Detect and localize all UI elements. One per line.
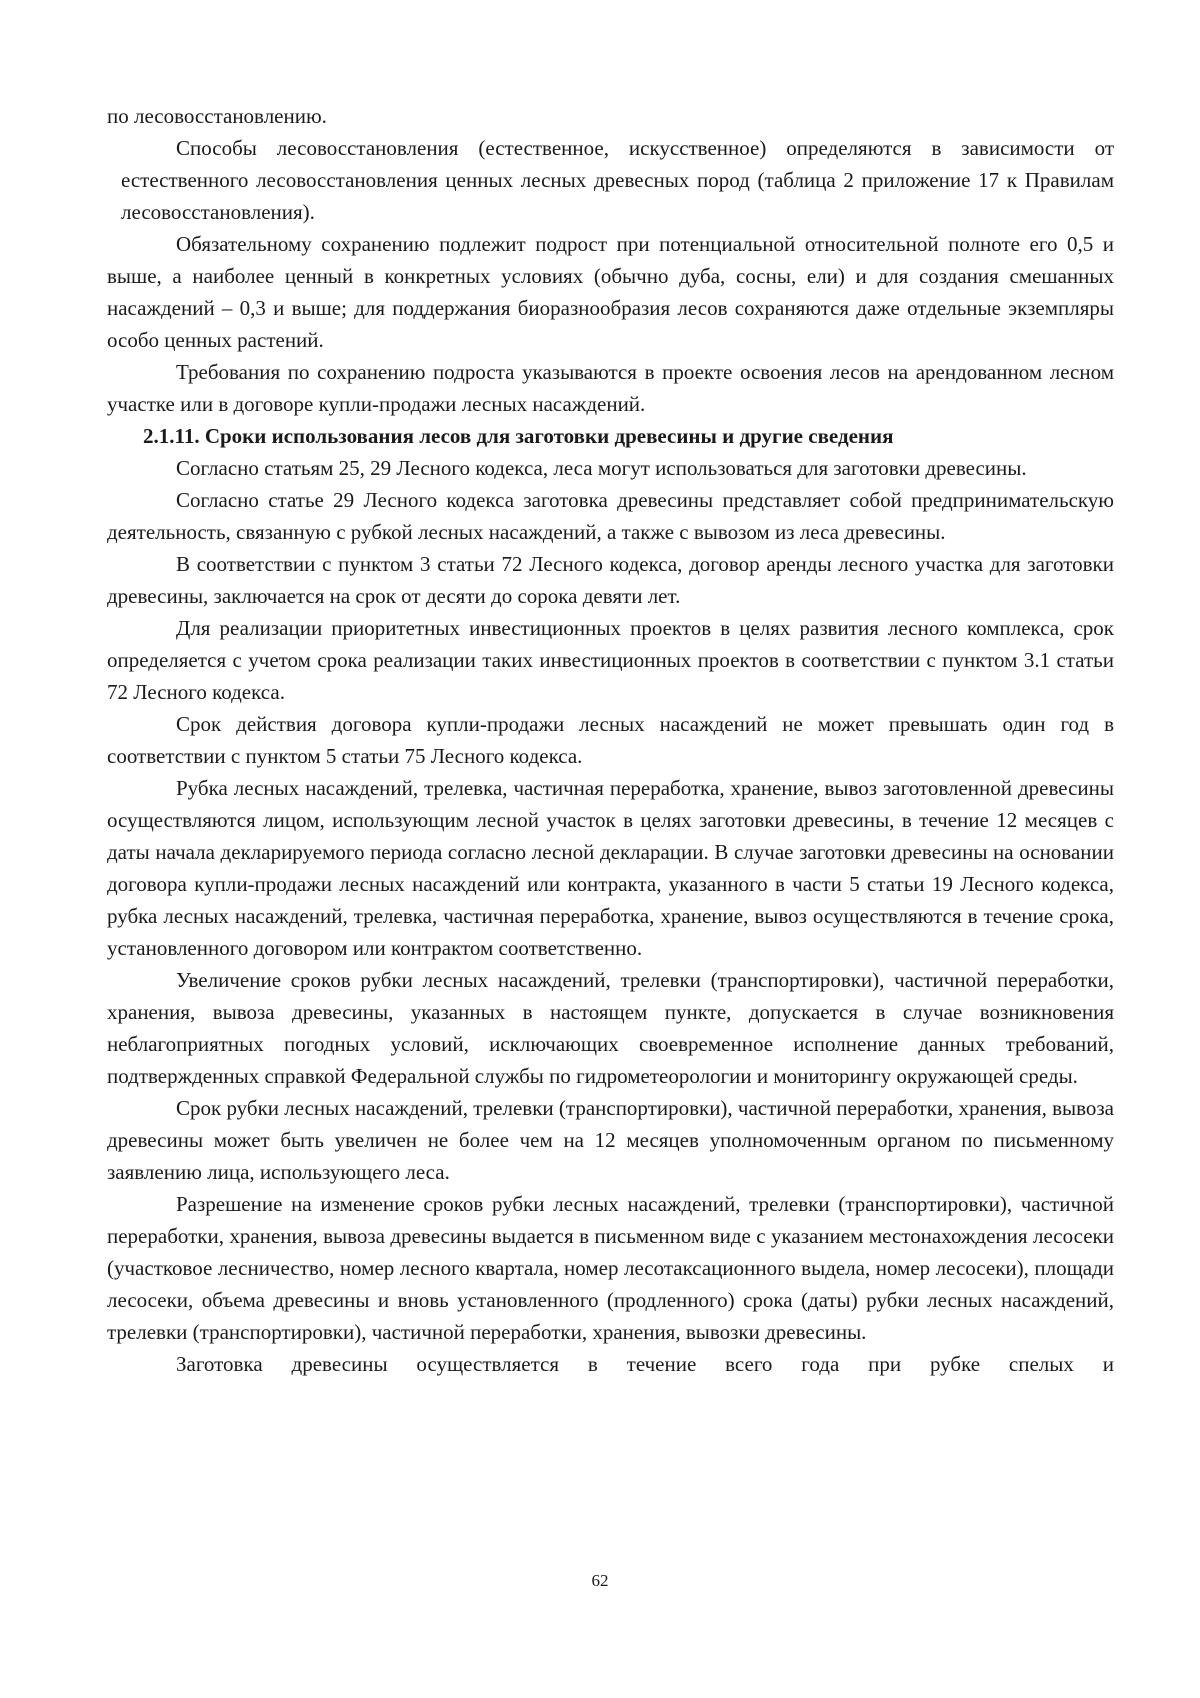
paragraph-term-extension-weather: Увеличение сроков рубки лесных насаждений, трелевки (транспортировки), частичной переработки, хранения, вывоза древесины, указанных в настоящем пункте, допускается в случае возникновения неблагоприятных погодных условий, исключающих своевременное исполнение данных требований, подтвержденных справкой Федеральной службы по гидрометеорологии и мониторингу окружающей среды. [107,968,1114,1088]
paragraph-harvesting-year-round: Заготовка древесины осуществляется в течение всего года при рубке спелых и [176,1352,1114,1376]
paragraph-permission: Разрешение на изменение сроков рубки лесных насаждений, трелевки (транспортировки), частичной переработки, хранения, вывоза древесины выдается в письменном виде с указанием местонахождения лесосеки (участковое лесничество, номер лесного квартала, номер лесотаксационного выдела, номер лесосеки), площади лесосеки, объема древесины и вновь установленного (продленного) срока (даты) рубки лесных насаждений, трелевки (транспортировки), частичной переработки, хранения, вывозки древесины. [107,1192,1114,1344]
paragraph-felling-period: Рубка лесных насаждений, трелевка, частичная переработка, хранение, вывоз заготовленной древесины осуществляются лицом, использующим лесной участок в целях заготовки древесины, в течение 12 месяцев с даты начала декларируемого периода согласно лесной декларации. В случае заготовки древесины на основании договора купли-продажи лесных насаждений или контракта, указанного в части 5 статьи 19 Лесного кодекса, рубка лесных насаждений, трелевка, частичная переработка, хранение, вывоз осуществляются в течение срока, установленного договором или контрактом соответственно. [107,776,1114,960]
paragraph-article-29: Согласно статье 29 Лесного кодекса заготовка древесины представляет собой предпринимательскую деятельность, связанную с рубкой лесных насаждений, а также с вывозом из леса древесины. [107,488,1114,544]
paragraph-lease-term: В соответствии с пунктом 3 статьи 72 Лесного кодекса, договор аренды лесного участка для заготовки древесины, заключается на срок от десяти до сорока девяти лет. [107,552,1114,608]
paragraph-reforestation-methods: Способы лесовосстановления (естественное, искусственное) определяются в зависимости от естественного лесовосстановления ценных лесных древесных пород (таблица 2 приложение 17 к Правилам лесовосстановления). [121,136,1114,224]
paragraph-undergrowth-preservation: Обязательному сохранению подлежит подрост при потенциальной относительной полноте его 0,5 и выше, а наиболее ценный в конкретных условиях (обычно дуба, сосны, ели) и для создания смешанных насаждений – 0,3 и выше; для поддержания биоразнообразия лесов сохраняются даже отдельные экземпляры особо ценных растений. [107,232,1114,352]
paragraph-articles-25-29: Согласно статьям 25, 29 Лесного кодекса, леса могут использоваться для заготовки древесины. [176,456,1027,480]
paragraph-undergrowth-requirements: Требования по сохранению подроста указываются в проекте освоения лесов на арендованном лесном участке или в договоре купли-продажи лесных насаждений. [107,360,1114,416]
paragraph-sale-contract-term: Срок действия договора купли-продажи лесных насаждений не может превышать один год в соответствии с пунктом 5 статьи 75 Лесного кодекса. [107,712,1114,768]
paragraph-continuation: по лесовосстановлению. [107,104,327,128]
paragraph-wrapper [107,132,1114,228]
section-heading: 2.1.11. Сроки использования лесов для заготовки древесины и другие сведения [143,424,894,448]
paragraph-term-extension-12-months: Срок рубки лесных насаждений, трелевки (транспортировки), частичной переработки, хранения, вывоза древесины может быть увеличен не более чем на 12 месяцев уполномоченным органом по письменному заявлению лица, использующего леса. [107,1096,1114,1184]
page-number: 62 [591,1571,609,1590]
paragraph-investment-projects: Для реализации приоритетных инвестиционных проектов в целях развития лесного комплекса, срок определяется с учетом срока реализации таких инвестиционных проектов в соответствии с пунктом 3.1 статьи 72 Лесного кодекса. [107,616,1114,704]
